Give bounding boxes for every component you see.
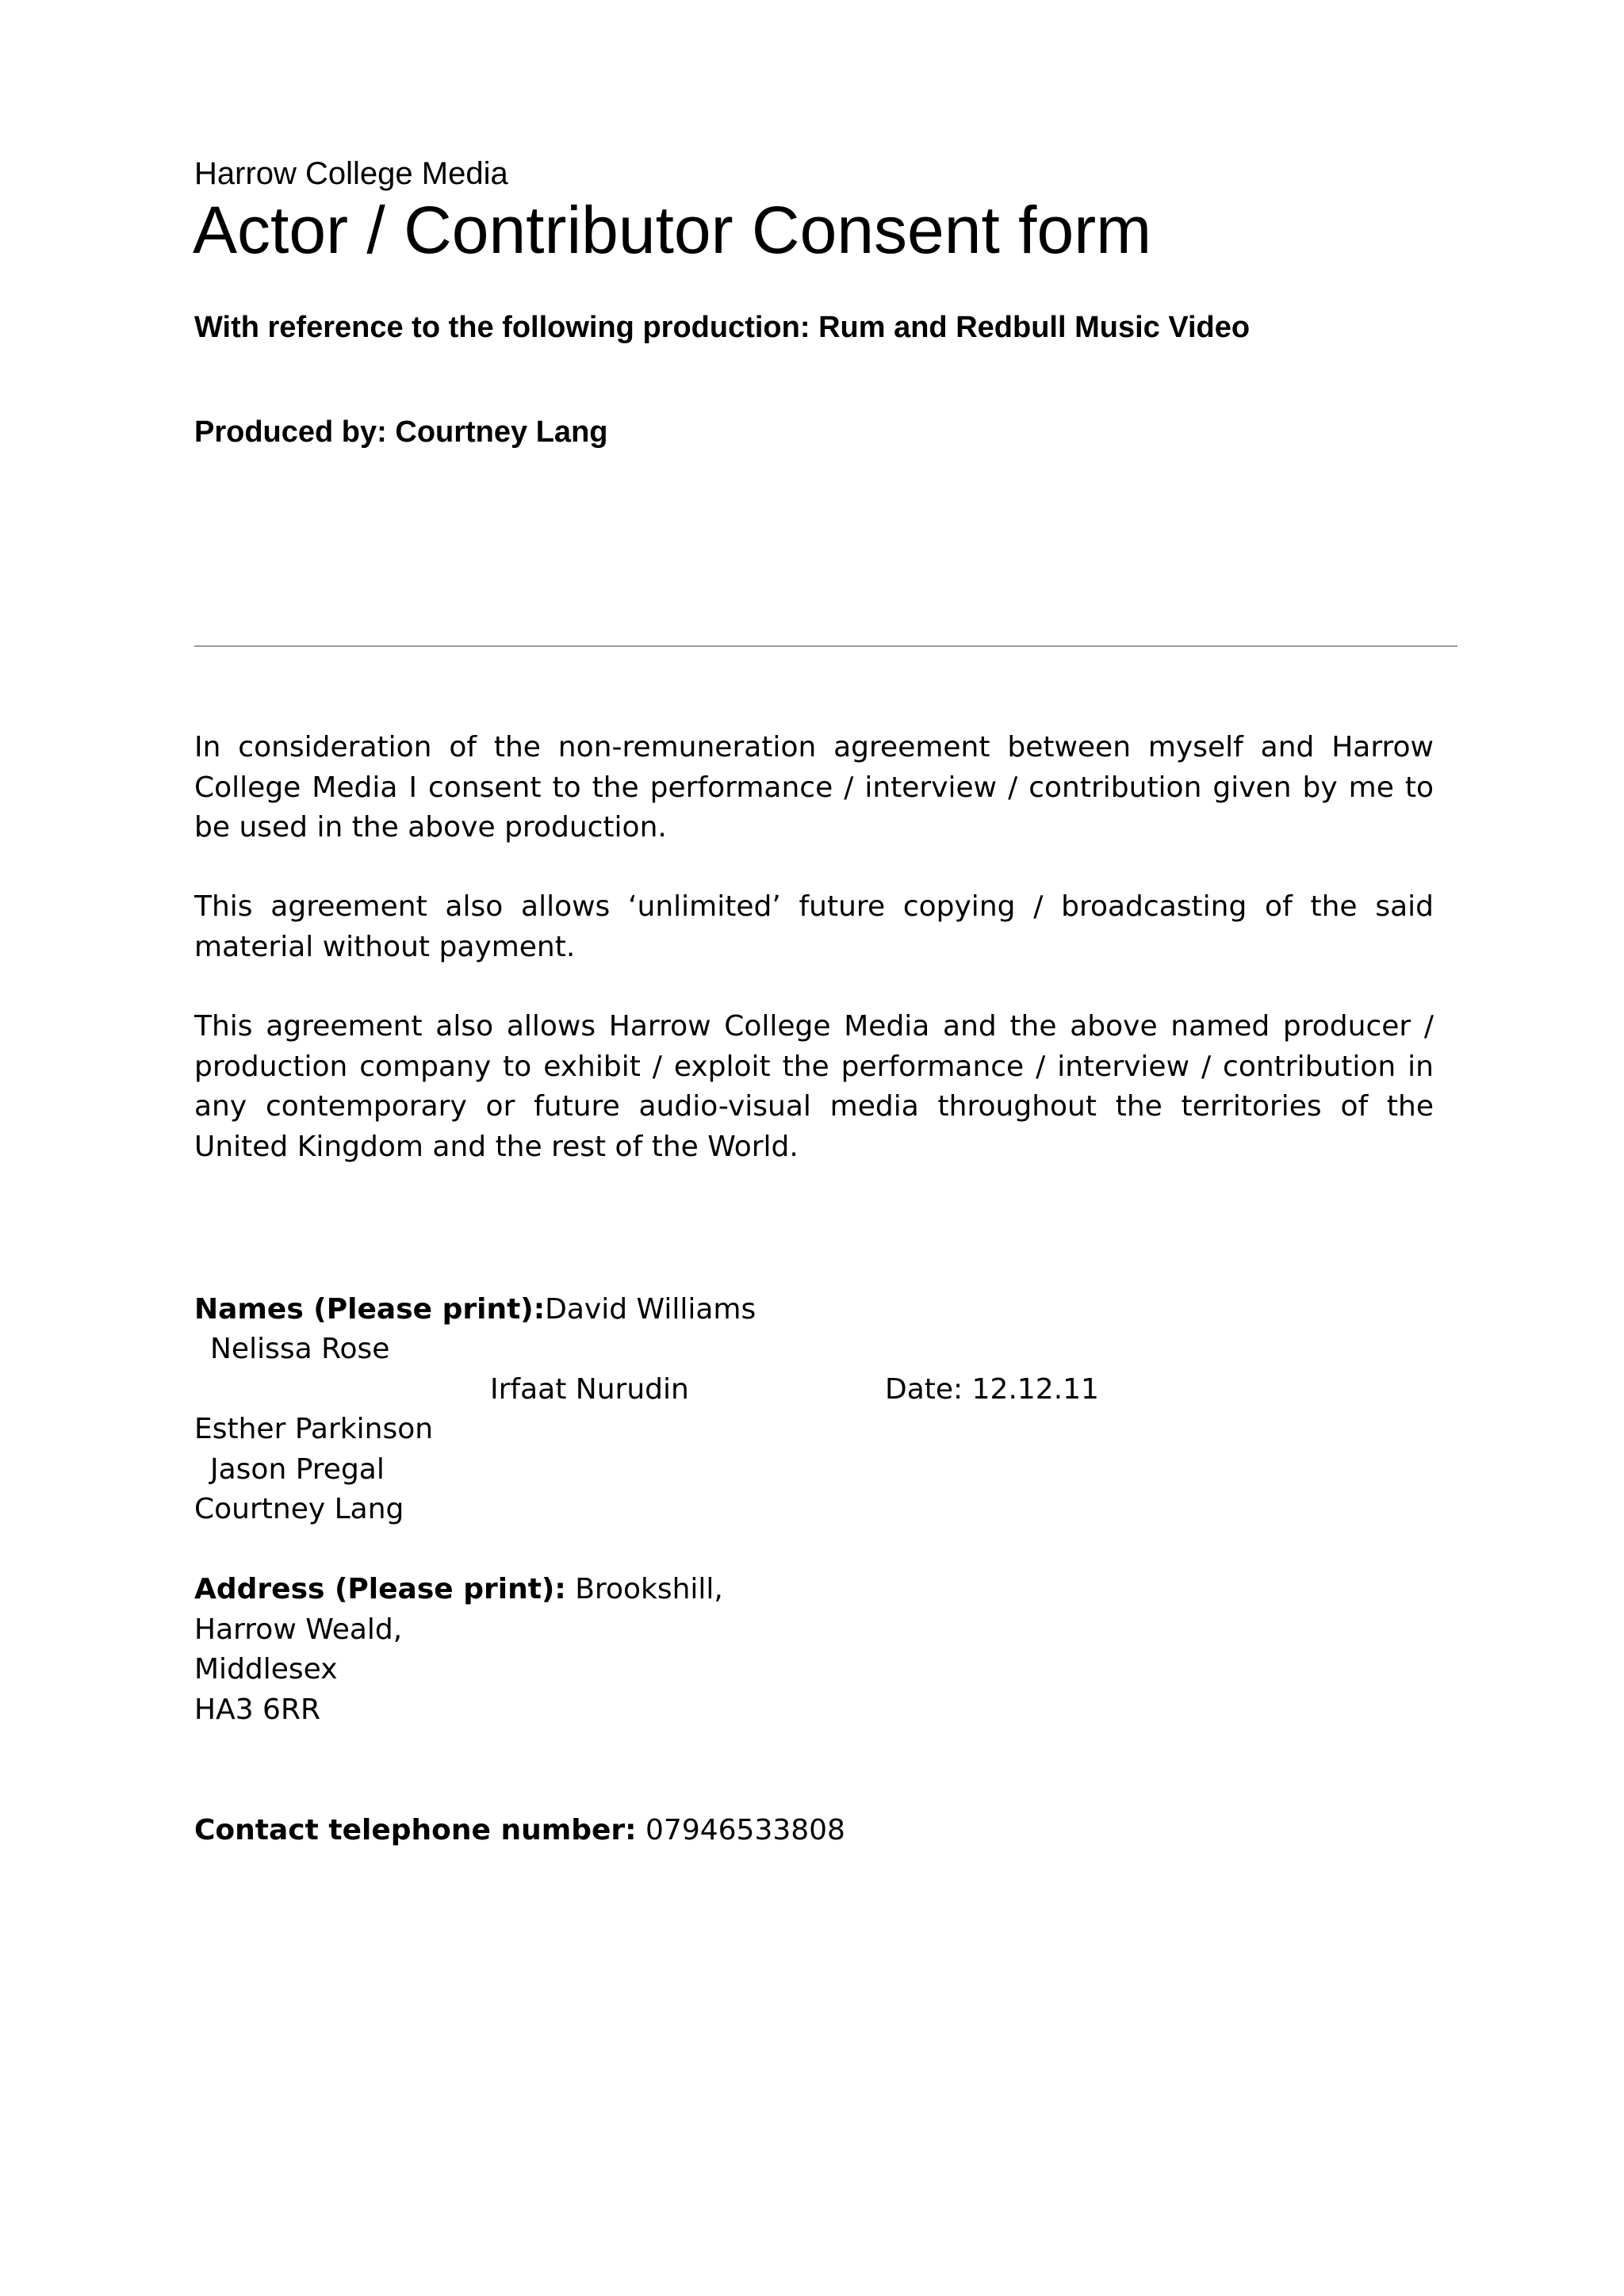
phone-label: Contact telephone number: [194, 1814, 637, 1846]
agreement-paragraph-3: This agreement also allows Harrow College Media and the above named producer / production company to exhibit / exploit the performance / interview / contribution in any contemporary or future audio-visual media throughout the territories of the United Kingdom and the rest of the World. [194, 1010, 1434, 1163]
section-divider [194, 645, 1457, 647]
address-line-4: HA3 6RR [194, 1693, 320, 1726]
agreement-paragraph-2: This agreement also allows ‘unlimited’ future copying / broadcasting of the said material without payment. [194, 890, 1434, 963]
address-line-2: Harrow Weald, [194, 1613, 403, 1646]
production-reference-label: With reference to the following production: [194, 311, 810, 344]
name-2: Nelissa Rose [210, 1333, 390, 1365]
producer-line [194, 414, 608, 450]
organization-name: Harrow College Media [194, 156, 508, 191]
production-reference [194, 309, 1250, 346]
produced-by-label: Produced by: [194, 415, 387, 449]
date-label: Date: [885, 1373, 963, 1406]
name-1: David Williams [545, 1293, 756, 1326]
agreement-paragraph-1: In consideration of the non-remuneration agreement between myself and Harrow College Media I consent to the performance / interview / contribution given by me to be used in the above production. [194, 731, 1434, 844]
production-reference-value: Rum and Redbull Music Video [818, 311, 1251, 344]
address-label: Address (Please print): [194, 1573, 566, 1605]
address-line-1: Brookshill, [575, 1573, 723, 1605]
produced-by-value: Courtney Lang [395, 415, 608, 449]
name-3: Irfaat Nurudin [490, 1373, 689, 1406]
phone-value: 07946533808 [645, 1814, 845, 1846]
name-4: Esther Parkinson [194, 1413, 434, 1445]
date-field [885, 1370, 1099, 1410]
name-5: Jason Pregal [210, 1453, 385, 1486]
name-6: Courtney Lang [194, 1493, 404, 1525]
page-title: Actor / Contributor Consent form [193, 193, 1152, 267]
date-value: 12.12.11 [971, 1373, 1099, 1406]
phone-row [194, 1811, 845, 1850]
names-row [194, 1290, 756, 1330]
address-line-3: Middlesex [194, 1653, 338, 1686]
names-label: Names (Please print): [194, 1293, 546, 1326]
address-row [194, 1570, 723, 1609]
